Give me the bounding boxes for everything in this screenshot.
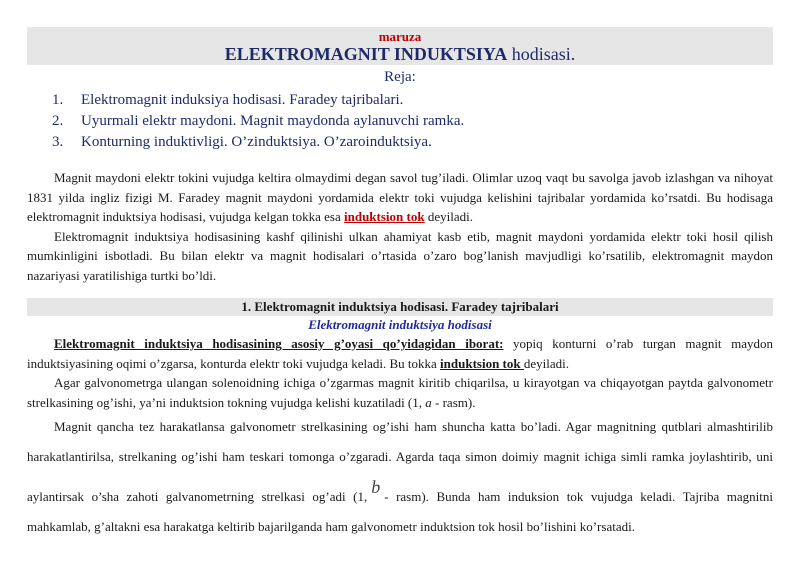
plan-item <box>52 133 464 154</box>
intro-paragraph <box>27 168 773 227</box>
plan-item-number: 1. <box>52 92 64 108</box>
plan-item-text: Elektromagnit induksiya hodisasi. Faradey tajribalari. <box>81 92 404 108</box>
figure-ref-b: b <box>371 477 381 497</box>
title-suffix: hodisasi. <box>511 44 576 64</box>
section-heading: 1. Elektromagnit induktsiya hodisasi. Faradey tajribalari <box>27 298 773 316</box>
section-paragraph-3 <box>27 412 773 542</box>
plan-item <box>52 91 464 112</box>
page-title <box>27 44 773 64</box>
lecture-label: maruza <box>378 29 422 44</box>
plan-item-text: Uyurmali elektr maydoni. Magnit maydonda aylanuvchi ramka. <box>81 113 465 129</box>
title-band <box>27 27 773 65</box>
section-paragraph-2 <box>27 373 773 412</box>
intro-text <box>27 168 773 285</box>
p3-end: - rasm). Bunda ham induksion tok vujudga keladi. Tajriba magnitni mahkamlab, g’altakni esa harakatga keltirib bajarilganda ham galvonometr induktsion tok hosil bo’lishini ko’rsatadi. <box>27 489 773 534</box>
intro-paragraph-2: Elektromagnit induktsiya hodisasining kashf qilinishi ulkan ahamiyat kasb etib, magnit maydoni yordamida elektr toki hosil qilish mumkinligini isbotladi. Bu bilan elektr va magnit hodisalari o’rtasida o’zaro bog’lanish mavjudligi ko’rsatilib, elektromagnit maydon nazariyasi yaratilishiga turtki bo’ldi. <box>27 228 773 283</box>
plan-heading: Reja: <box>384 69 416 85</box>
section-subheading: Elektromagnit induktsiya hodisasi <box>308 317 492 332</box>
main-idea-body: yopiq konturni o’rab turgan magnit maydon induktsiyasining oqimi o’zgarsa, konturda elektr toki vujudga keladi. Bu tokka <box>27 336 773 371</box>
plan-item-number: 2. <box>52 113 64 129</box>
intro-p1-text: Magnit maydoni elektr tokini vujudga keltira olmaydimi degan savol tug’iladi. Olimlar uzoq vaqt bu savolga javob izlashgan va nihoyat 1831 yilda ingliz fizigi M. Faradey magnit maydoni yordamida elektr toki vujudga kelishini tajribalar yordamida ko’rsatdi. Bu hodisaga elektromagnit induktsiya hodisasi, vujudga kelgan tokka esa <box>27 170 773 224</box>
plan-item-number: 3. <box>52 134 64 150</box>
figure-ref-a: a <box>425 394 432 410</box>
plan-list <box>52 91 464 154</box>
induction-current-link[interactable]: induktsion tok <box>344 209 425 224</box>
title-main: ELEKTROMAGNIT INDUKTSIYA <box>224 44 508 64</box>
induction-current-term: induktsion tok <box>440 355 524 371</box>
p2-text: Agar galvonometrga ulangan solenoidning ichiga o’zgarmas magnit kiritib chiqarilsa, u kirayotgan va chiqayotgan paytda galvonometr strelkasining og’ishi, ya’ni induktsion tokning vujudga kelishi kuzatiladi (1, <box>27 375 773 410</box>
p2-end: - rasm). <box>431 394 476 410</box>
section-paragraph-1 <box>27 334 773 373</box>
plan-item <box>52 112 464 133</box>
plan-item-text: Konturning induktivligi. O’zinduktsiya. O’zaroinduktsiya. <box>81 134 432 150</box>
main-idea-lead: Elektromagnit induktsiya hodisasining asosiy g’oyasi qo’yidagidan iborat: <box>54 336 504 351</box>
main-idea-end: deyiladi. <box>523 355 570 371</box>
section-text <box>27 334 773 542</box>
intro-p1-end: deyiladi. <box>424 209 473 224</box>
p3-text: Magnit qancha tez harakatlansa galvonometr strelkasining og’ishi ham shuncha katta bo’ladi. Agar magnitning qutblari almashtirilib harakatlantirilsa, strelkaning og’ishi ham teskari tomonga o’zgaradi. Agarda taqa simon doimiy magnit ichiga simli ramka joylashtirib, uni aylantirsak o’sha zahoti galvanometrning strelkasi og’adi (1, <box>27 419 773 504</box>
